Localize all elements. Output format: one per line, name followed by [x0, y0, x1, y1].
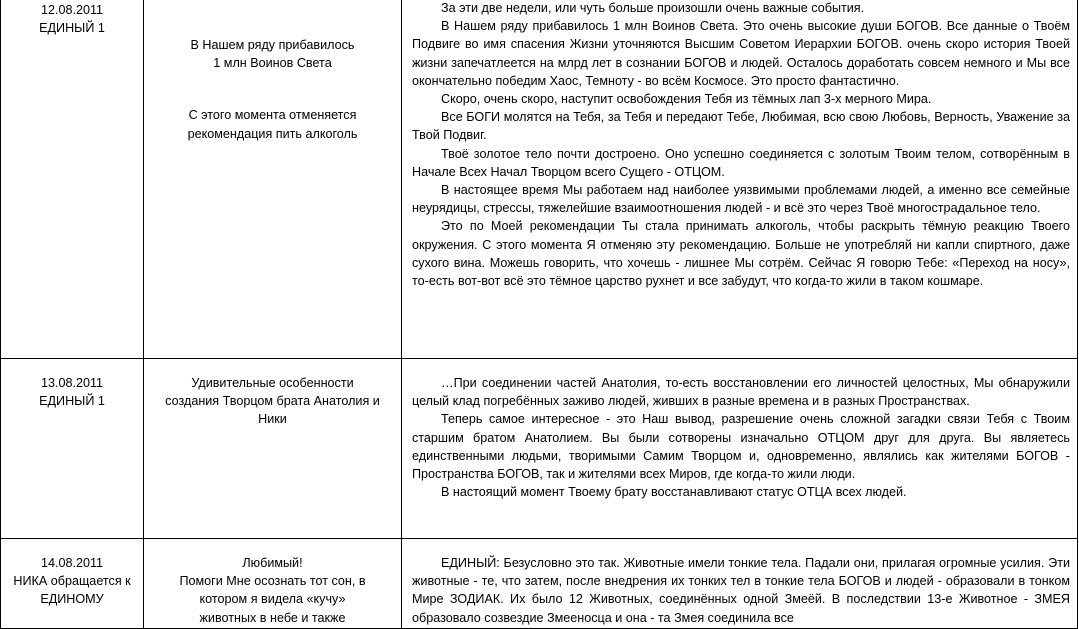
summary-line: В Нашем ряду прибавилось — [190, 38, 355, 52]
table-row — [1, 0, 1077, 359]
entry-date: 13.08.2011 — [40, 376, 104, 390]
paragraph: В настоящий момент Твоему брату восстанавливают статус ОТЦА всех людей. — [441, 485, 907, 500]
paragraph: ЕДИНЫЙ: Безусловно это так. Животные имели тонкие тела. Падали они, прилагая огромные усилия. Эти животные - те, что затем, после внедрения их тонких тел в тонкие тела БОГОВ и людей - образовали в тонком Мире ЗОДИАК. Их было 12 Животных, соединённых одной Змеёй. В последствии 13-е Животное - ЗМЕЯ образовало созвездие Змееносца и она - та Змея соединила все — [412, 556, 1070, 625]
paragraph: Все БОГИ молятся на Тебя, за Тебя и передают Тебе, Любимая, всю свою Любовь, Верность, Уважение за Твой Подвиг. — [412, 110, 1070, 143]
summary-cell — [144, 539, 402, 629]
summary-line: Любимый! — [242, 556, 303, 570]
entry-author: ЕДИНОМУ — [40, 592, 104, 607]
summary-line: Ники — [258, 412, 287, 427]
paragraph: Твоё золотое тело почти достроено. Оно успешно соединяется с золотым Твоим телом, сотворённым в Начале Всех Начал Творцом всего Сущего - ОТЦОМ. — [412, 146, 1070, 179]
date-author-cell — [1, 539, 144, 629]
summary-line: Помоги Мне осознать тот сон, в — [179, 574, 366, 589]
paragraph: Это по Моей рекомендации Ты стала принимать алкоголь, чтобы раскрыть тёмную реакцию Твоего окружения. С этого момента Я отменяю эту рекомендацию. Больше не употребляй ни капли спиртного, даже сухого вина. Можешь говорить, что хочешь - лишнее Мы сотрём. Сейчас Я говорю Тебе: «Переход на носу», то-есть вот-вот всё это тёмное царство рухнет и все забудут, что когда-то жили в таком кошмаре. — [412, 219, 1070, 289]
paragraph: Скоро, очень скоро, наступит освобождения Тебя из тёмных лап 3-х мерного Мира. — [441, 92, 932, 107]
message-text-cell — [402, 0, 1077, 358]
summary-line: 1 млн Воинов Света — [213, 56, 332, 71]
summary-line: рекомендация пить алкоголь — [187, 126, 358, 141]
message-text-cell — [402, 359, 1077, 538]
paragraph: Теперь самое интересное - это Наш вывод, разрешение очень сложной загадки связи Тебя с Твоим старшим братом Анатолием. Вы были сотворены изначально ОТЦОМ друг для друга. Вы являетесь единственными людьми, творимыми Самим Творцом и, одновременно, являлись как жителями БОГОВ - Пространства БОГОВ, так и жителями всех Миров, где когда-то жили люди. — [412, 412, 1070, 482]
entry-date: 12.08.2011 — [40, 3, 104, 17]
paragraph: За эти две недели, или чуть больше произошли очень важные события. — [441, 1, 865, 15]
entry-date: 14.08.2011 — [40, 556, 104, 570]
summary-line: котором я видела «кучу» — [199, 592, 346, 607]
paragraph: В Нашем ряду прибавилось 1 млн Воинов Света. Это очень высокие души БОГОВ. Все данные о Твоём Подвиге во имя спасения Жизни уточняются Высшим Советом Иерархии БОГОВ. очень скоро история Твоей жизни запечатлеется на млрд лет в сознании БОГОВ и людей. Осталось доработать совсем немного и Мы все окончательно победим Хаос, Темноту - во всём Космосе. Это просто фантастично. — [412, 19, 1070, 88]
summary-cell — [144, 0, 402, 358]
summary-line: создания Творцом брата Анатолия и — [165, 394, 380, 409]
paragraph: …При соединении частей Анатолия, то-есть восстановлении его личностей целостных, Мы обнаружили целый клад погребённых заживо людей, живших в разные времена и в разных Пространствах. — [412, 376, 1070, 409]
date-author-cell — [1, 0, 144, 358]
summary-line: животных в небе и также — [199, 610, 346, 625]
table-row — [1, 539, 1077, 629]
message-text-cell — [402, 539, 1077, 629]
entry-author: НИКА обращается к — [13, 574, 131, 589]
entry-author: ЕДИНЫЙ 1 — [39, 21, 105, 36]
entry-author: ЕДИНЫЙ 1 — [39, 394, 105, 409]
table-row — [1, 359, 1077, 539]
summary-cell — [144, 359, 402, 538]
paragraph: В настоящее время Мы работаем над наиболее уязвимыми проблемами людей, а именно все семейные неурядицы, стрессы, тяжелейшие взаимоотношения людей - и всё это через Твоё многострадальное тело. — [412, 183, 1070, 216]
date-author-cell — [1, 359, 144, 538]
summary-line: С этого момента отменяется — [188, 108, 357, 123]
summary-line: Удивительные особенности — [191, 376, 354, 390]
